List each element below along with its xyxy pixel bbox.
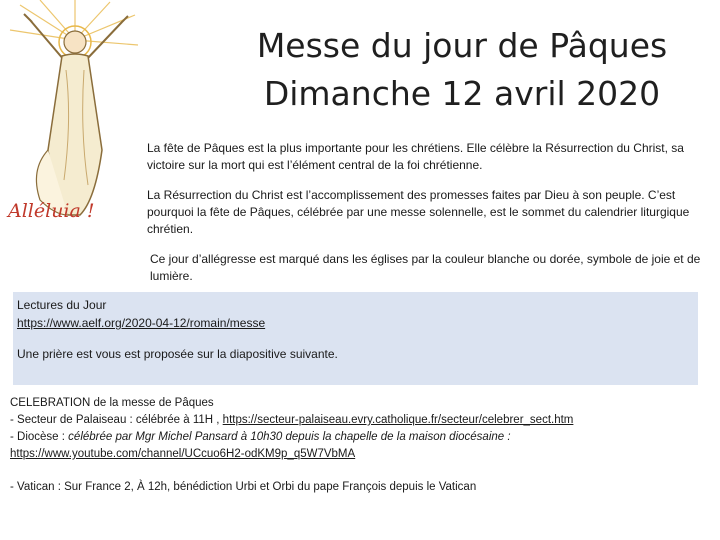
celebration-section — [10, 395, 710, 496]
vatican-line: - Vatican : Sur France 2, À 12h, bénédiction Urbi et Orbi du pape François depuis le Vatican — [10, 481, 477, 493]
page-title — [212, 22, 712, 118]
palaiseau-text: - Secteur de Palaiseau : célébrée à 11H , — [10, 414, 223, 426]
intro-paragraph-1: La fête de Pâques est la plus importante pour les chrétiens. Elle célèbre la Résurrection du Christ, sa victoire sur la mort qui est l’élément central de la foi chrétienne. — [147, 141, 684, 172]
diocese-label: - Diocèse : — [10, 431, 69, 443]
prayer-note: Une prière est vous est proposée sur la diapositive suivante. — [17, 347, 338, 361]
palaiseau-link[interactable]: https://secteur-palaiseau.evry.catholique.fr/secteur/celebrer_sect.htm — [222, 414, 574, 426]
readings-panel — [13, 292, 698, 385]
intro-paragraph-3: Ce jour d’allégresse est marqué dans les églises par la couleur blanche ou dorée, symbole de joie et de lumière. — [150, 252, 701, 283]
diocese-youtube-link[interactable]: https://www.youtube.com/channel/UCcuo6H2-odKM9p_q5W7VbMA — [10, 448, 356, 460]
diocese-link-line — [10, 446, 710, 463]
diocese-line — [10, 429, 710, 446]
risen-christ-illustration — [0, 0, 140, 245]
intro-text — [147, 140, 707, 285]
alleluia-caption: Alléluia ! — [8, 200, 95, 222]
readings-link[interactable]: https://www.aelf.org/2020-04-12/romain/messe — [17, 316, 266, 330]
readings-heading: Lectures du Jour — [17, 298, 107, 312]
intro-paragraph-2: La Résurrection du Christ est l’accomplissement des promesses faites par Dieu à son peuple. C’est pourquoi la fête de Pâques, célébrée par une messe solennelle, est le sommet du calendrier liturgique chrétien. — [147, 188, 690, 236]
title-line-1: Messe du jour de Pâques — [256, 26, 668, 65]
diocese-text: célébrée par Mgr Michel Pansard à 10h30 depuis la chapelle de la maison diocésaine : — [68, 431, 511, 443]
palaiseau-line — [10, 412, 710, 429]
celebration-heading: CELEBRATION de la messe de Pâques — [10, 397, 214, 409]
title-line-2: Dimanche 12 avril 2020 — [263, 74, 661, 113]
